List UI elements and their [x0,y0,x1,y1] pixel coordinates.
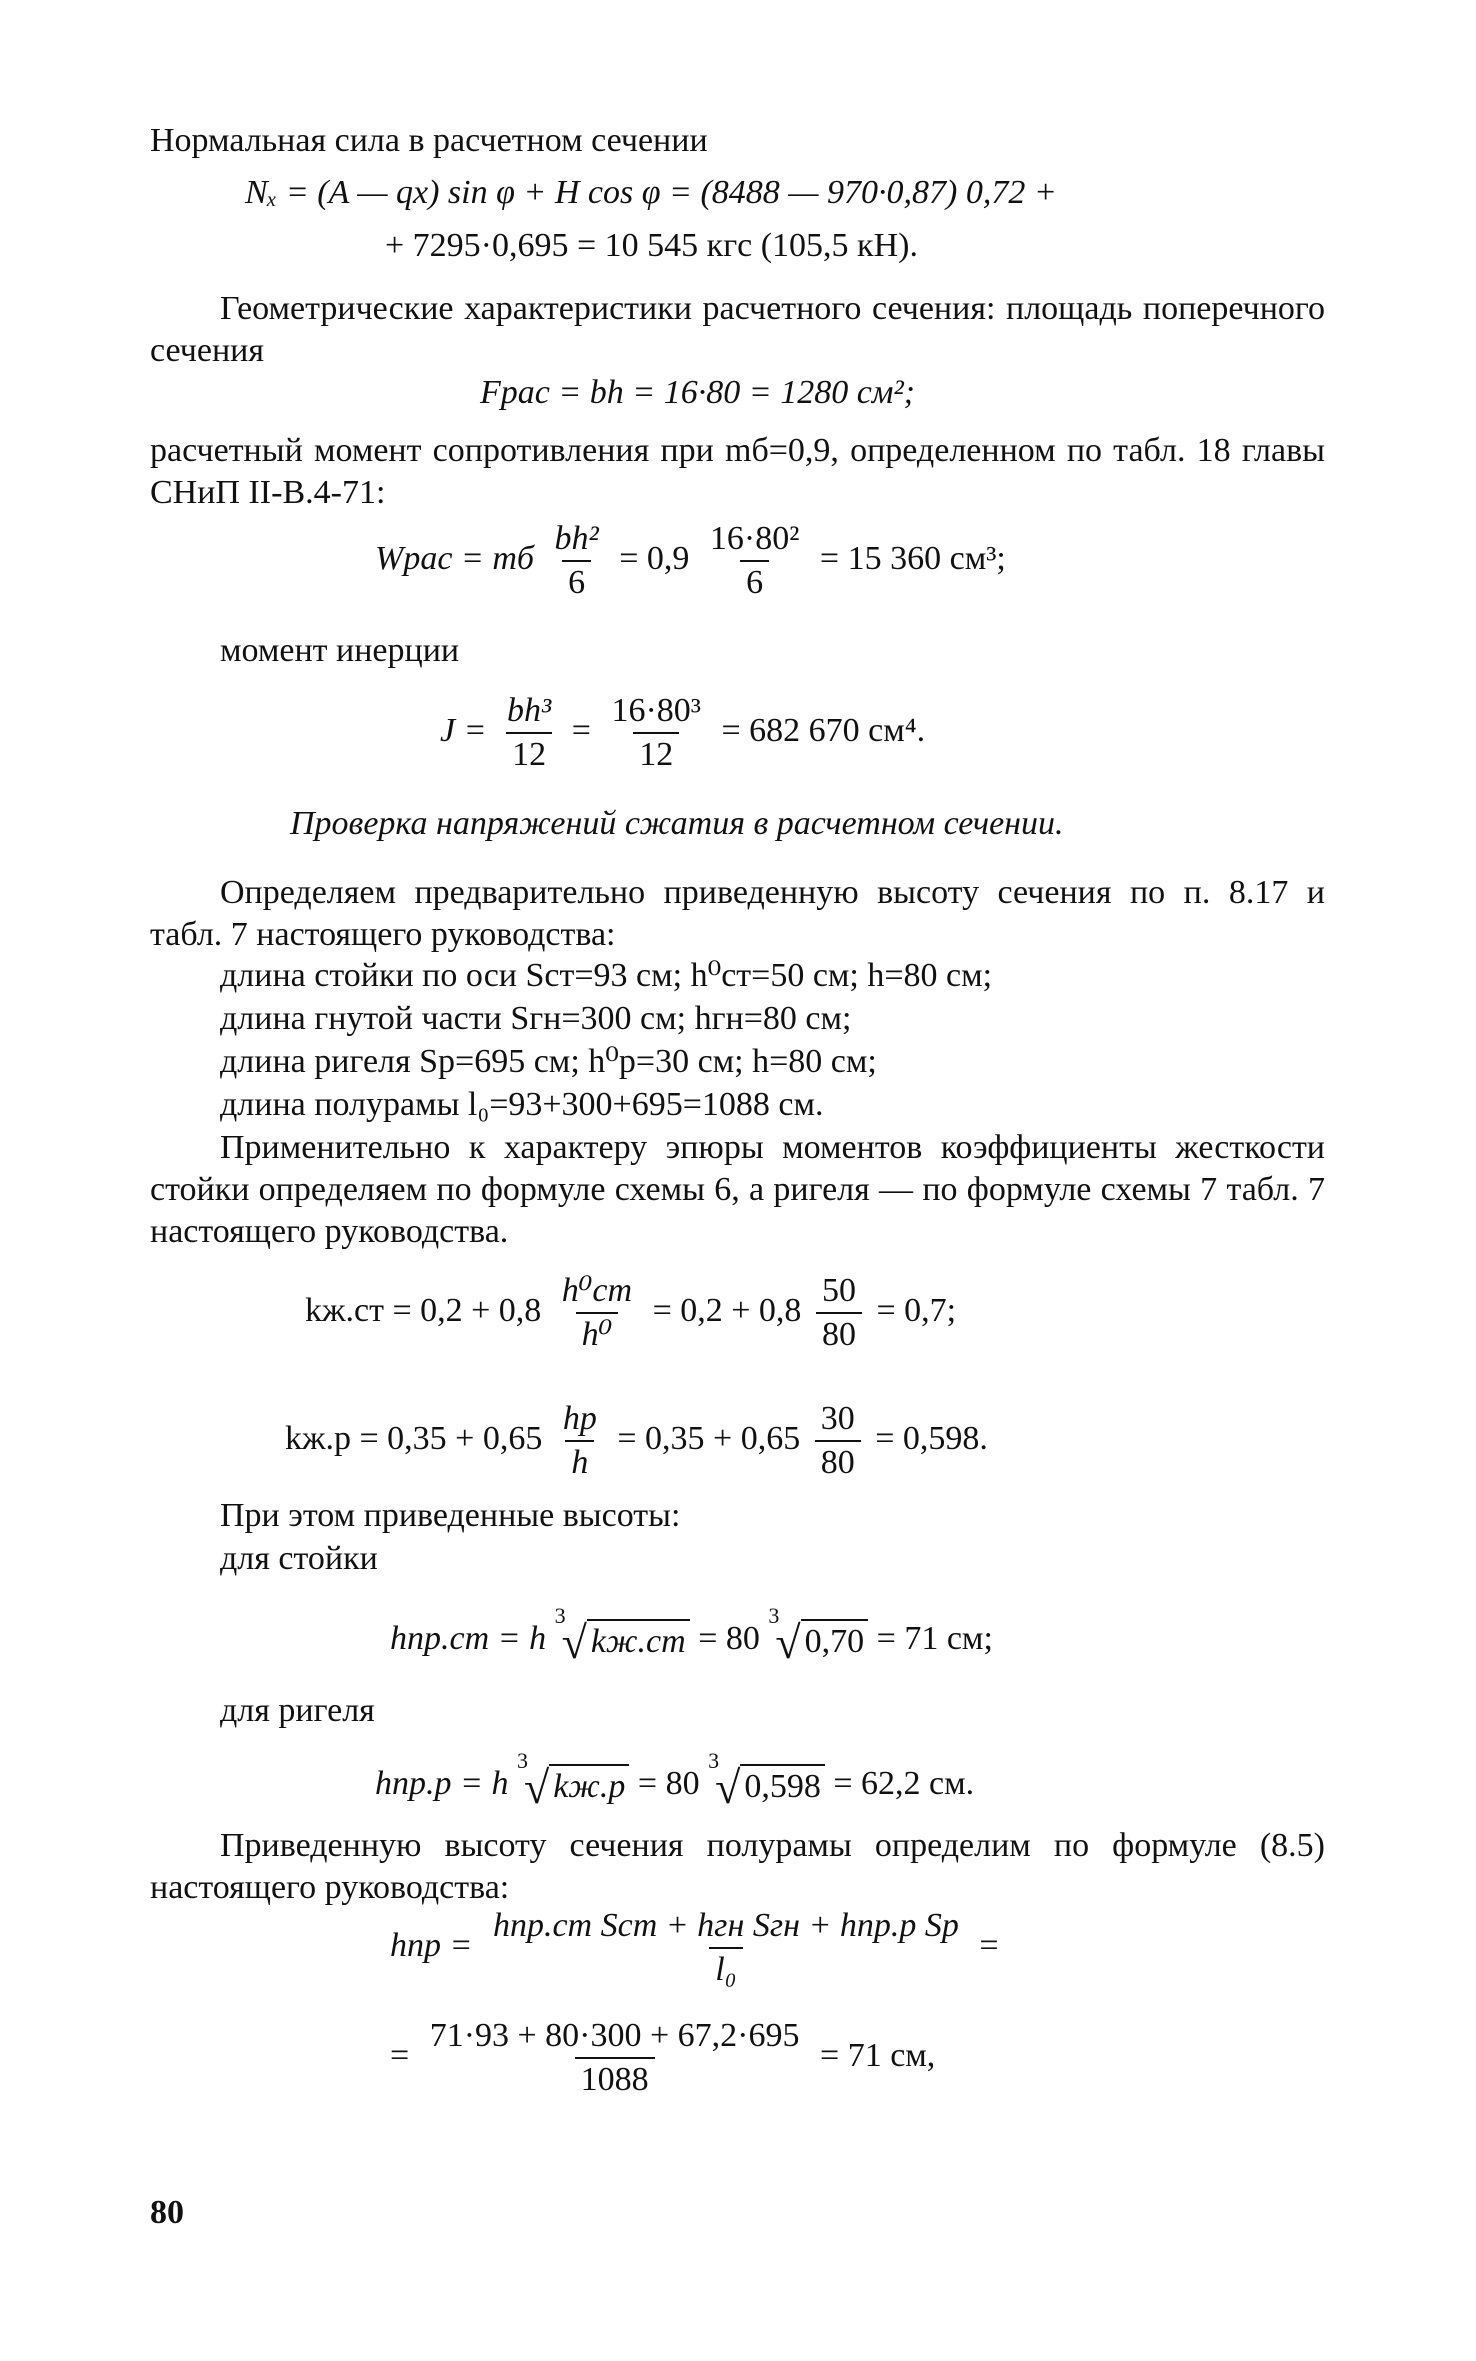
halfframe-paragraph: Приведенную высоту сечения полурамы определим по формуле (8.5) настоящего руководства: [150,1827,1325,1906]
list-item: длина стойки по оси Sст=93 см; h⁰ст=50 см; h=80 см; [220,957,993,994]
eq-hst-lhs: hпр.ст = h [390,1620,547,1657]
eq-hpr2-rhs: = 71 см, [820,2036,936,2074]
for-post-label: для стойки [220,1540,378,1577]
coefficients-paragraph: Применительно к характеру эпюры моментов коэффициенты жесткости стойки определяем по формуле схемы 6, а ригеля — по формуле схемы 7 табл. 7 настоящего руководства. [150,1129,1325,1250]
eq-j-f1-numerator: bh³ [507,692,552,729]
equation-h-beam [375,1748,975,1813]
eq-j-rhs: = 682 670 см⁴. [721,711,926,749]
eq-kst-f1-numerator: h⁰ст [561,1272,633,1309]
eq-j-lhs: J = [440,711,487,749]
eq-kp-f1-numerator: hр [562,1400,597,1437]
equation-nx-line2: + 7295·0,695 = 10 545 кгс (105,5 кН). [385,227,918,264]
eq-kp-fraction-1 [557,1398,603,1484]
equation-section-modulus [375,518,1006,604]
moment-paragraph: расчетный момент сопротивления при mб=0,9, определенном по табл. 18 главы СНиП II-В.4-71: [150,432,1325,511]
eq-w-lhs: Wрас = mб [375,539,535,577]
eq-hpr1-denominator: l₀ [709,1947,742,1991]
equation-nx-line1: Nₓ = (A — qx) sin φ + H cos φ = (8488 — 970·0,87) 0,72 + [245,174,1057,211]
eq-hp-lhs: hпр.р = h [375,1765,509,1802]
radical-icon: √ [561,1617,587,1668]
eq-kst-f1-denominator: h⁰ [576,1312,619,1356]
eq-hst-root-arg: kж.ст [587,1619,690,1663]
page-number: 80 [150,2194,184,2231]
inertia-label: момент инерции [220,632,460,669]
eq-kst-fraction-2 [816,1270,862,1356]
eq-hp-root-2 [708,1748,825,1813]
eq-w-mid: = 0,9 [619,539,690,577]
eq-hpr1-lhs: hпр = [390,1926,473,1964]
reduced-heights-label: При этом приведенные высоты: [220,1497,681,1534]
eq-w-f2-numerator: 16·80² [709,520,800,557]
list-item: длина ригеля Sр=695 см; h⁰р=30 см; h=80 см; [220,1043,877,1080]
eq-j-fraction-1 [501,690,557,776]
eq-hpr1-rhs: = [979,1926,999,1964]
eq-j-f1-denominator: 12 [506,732,552,776]
list-item: длина гнутой части Sгн=300 см; hгн=80 см; [220,1000,852,1037]
eq-kst-rhs: = 0,7; [876,1291,957,1329]
eq-hp-root-index-2: 3 [708,1748,720,1773]
eq-kp-fraction-2 [815,1398,861,1484]
eq-w-rhs: = 15 360 см³; [819,539,1006,577]
eq-hpr2-fraction [424,2015,806,2101]
equation-inertia [440,690,925,776]
geometry-paragraph: Геометрические характеристики расчетного сечения: площадь поперечного сечения [150,290,1325,369]
intro-text: Нормальная сила в расчетном сечении [150,122,708,159]
eq-hp-mid: = 80 [637,1765,700,1802]
eq-kp-f2-numerator: 30 [820,1400,855,1437]
radical-icon: √ [715,1762,741,1813]
radical-icon: √ [523,1762,550,1813]
eq-kst-fraction-1 [556,1270,638,1356]
eq-w-fraction-1 [549,518,605,604]
eq-hpr1-fraction [487,1905,965,1991]
eq-hpr2-lhs: = [390,2036,410,2074]
list-item: длина полурамы l₀=93+300+695=1088 см. [220,1086,824,1123]
eq-hst-mid: = 80 [698,1620,760,1657]
eq-w-f2-denominator: 6 [740,560,769,604]
eq-hp-root-arg-2: 0,598 [740,1764,825,1808]
eq-hst-rhs: = 71 см; [876,1620,993,1657]
eq-j-mid: = [571,711,591,749]
eq-hp-rhs: = 62,2 см. [833,1765,975,1802]
eq-hp-root-arg: kж.р [549,1764,629,1808]
reduced-height-paragraph: Определяем предварительно приведенную высоту сечения по п. 8.17 и табл. 7 настоящего руководства: [150,874,1325,953]
eq-w-f1-denominator: 6 [562,560,591,604]
eq-kp-lhs: kж.р = 0,35 + 0,65 [285,1419,543,1457]
eq-hst-root-1 [554,1603,690,1668]
for-beam-label: для ригеля [220,1692,375,1729]
eq-hpr2-numerator: 71·93 + 80·300 + 67,2·695 [429,2017,800,2054]
equation-k-beam [285,1398,988,1484]
equation-k-post [305,1270,956,1356]
eq-kp-mid: = 0,35 + 0,65 [617,1419,801,1457]
radical-icon: √ [775,1617,801,1668]
equation-h-post [390,1603,993,1668]
equation-h-reduced-1 [390,1905,999,1991]
eq-j-f2-denominator: 12 [633,732,679,776]
eq-kst-f2-denominator: 80 [816,1312,862,1356]
eq-w-f1-numerator: bh² [554,520,599,557]
eq-kp-f1-denominator: h [565,1440,594,1484]
eq-hst-root-index-2: 3 [768,1603,780,1628]
eq-kp-rhs: = 0,598. [875,1419,988,1457]
eq-hp-root-index: 3 [516,1748,528,1773]
eq-hst-root-arg-2: 0,70 [801,1619,869,1663]
eq-hst-root-index: 3 [554,1603,566,1628]
equation-area: Fрас = bh = 16·80 = 1280 см²; [480,374,915,411]
eq-j-fraction-2 [605,690,707,776]
equation-h-reduced-2 [390,2015,935,2101]
eq-kp-f2-denominator: 80 [815,1440,861,1484]
eq-kst-lhs: kж.ст = 0,2 + 0,8 [305,1291,542,1329]
eq-hpr1-numerator: hпр.ст Sст + hгн Sгн + hпр.р Sр [492,1907,959,1944]
eq-kst-mid: = 0,2 + 0,8 [652,1291,802,1329]
eq-hpr2-denominator: 1088 [575,2057,655,2101]
eq-hp-root-1 [516,1748,629,1813]
eq-hst-root-2 [768,1603,868,1668]
section-heading: Проверка напряжений сжатия в расчетном сечении. [290,805,1064,842]
eq-w-fraction-2 [704,518,806,604]
eq-j-f2-numerator: 16·80³ [611,692,701,729]
eq-kst-f2-numerator: 50 [821,1272,856,1309]
